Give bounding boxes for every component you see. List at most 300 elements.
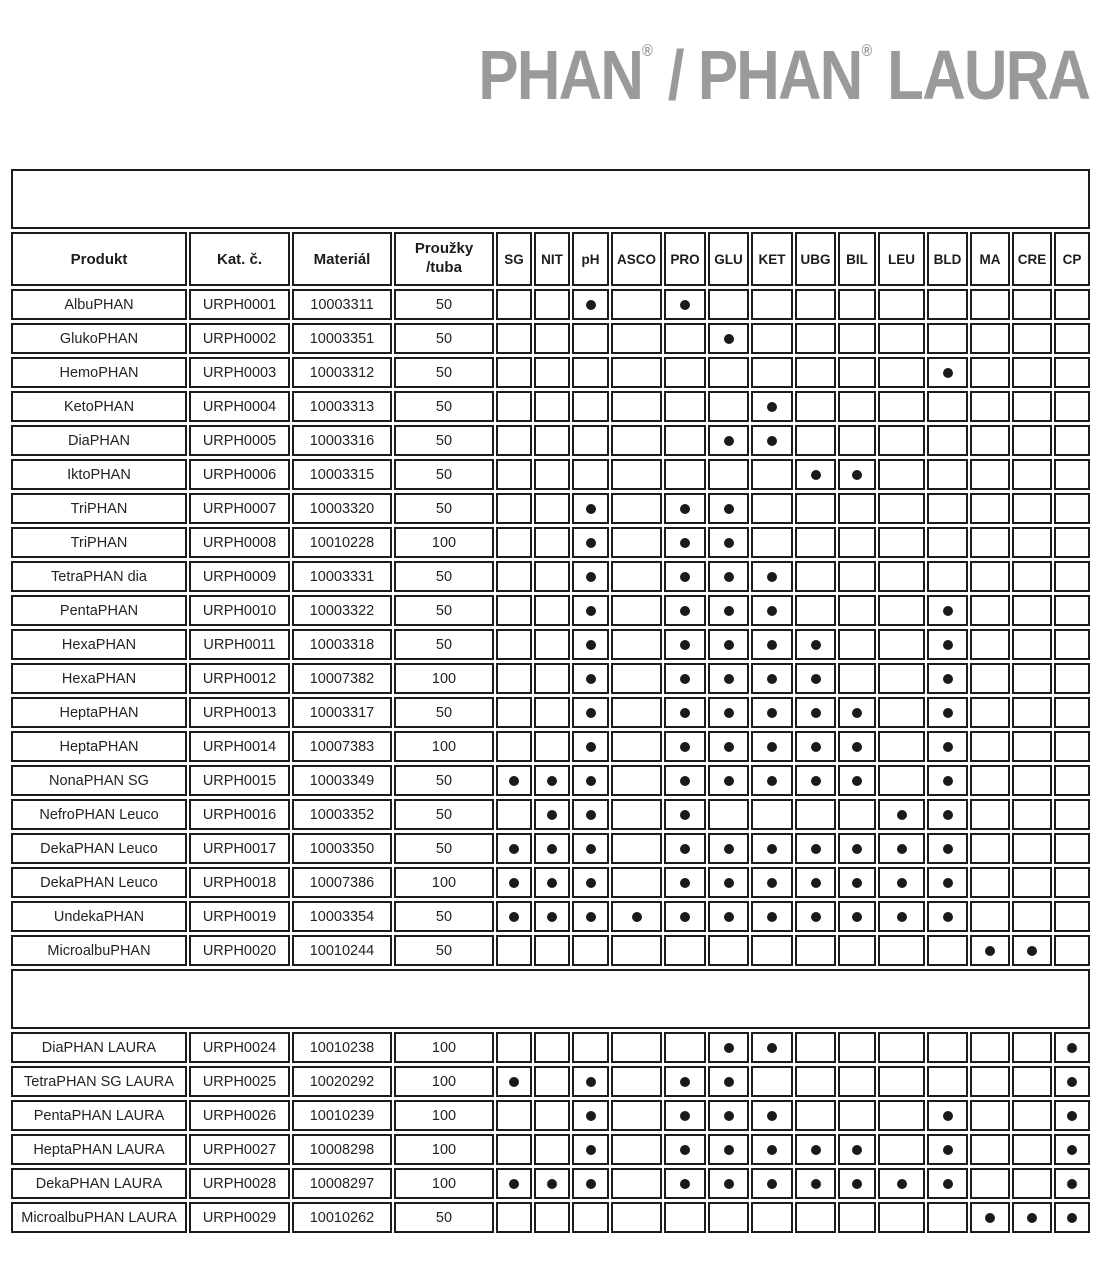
param-cell-sg [496, 289, 532, 320]
param-cell-ma [970, 527, 1010, 558]
param-cell-nit [534, 289, 570, 320]
material-cell: 10003331 [292, 561, 392, 592]
dot-icon [680, 1077, 690, 1087]
param-cell-sg [496, 901, 532, 932]
param-cell-bil [838, 425, 876, 456]
dot-icon [586, 708, 596, 718]
dot-icon [852, 742, 862, 752]
product-cell: DiaPHAN LAURA [11, 1032, 187, 1063]
param-cell-ph [572, 1100, 609, 1131]
dot-icon [509, 1179, 519, 1189]
dot-icon [724, 1145, 734, 1155]
param-cell-glu [708, 561, 749, 592]
param-cell-ubg [795, 1134, 836, 1165]
param-cell-bld [927, 493, 968, 524]
param-cell-leu [878, 629, 925, 660]
dot-icon [811, 878, 821, 888]
param-cell-ph [572, 935, 609, 966]
param-cell-ma [970, 323, 1010, 354]
param-cell-ph [572, 1134, 609, 1165]
dot-icon [547, 844, 557, 854]
param-cell-sg [496, 935, 532, 966]
dot-icon [767, 640, 777, 650]
param-cell-nit [534, 595, 570, 626]
param-cell-ph [572, 357, 609, 388]
param-cell-cre [1012, 697, 1052, 728]
dot-icon [767, 1145, 777, 1155]
dot-icon [724, 504, 734, 514]
param-cell-asco [611, 1032, 662, 1063]
param-cell-bil [838, 1066, 876, 1097]
dot-icon [724, 640, 734, 650]
table-row [11, 765, 1090, 796]
param-cell-cre [1012, 765, 1052, 796]
dot-icon [724, 436, 734, 446]
param-cell-pro [664, 1066, 706, 1097]
dot-icon [943, 1145, 953, 1155]
material-cell: 10008298 [292, 1134, 392, 1165]
param-cell-bil [838, 459, 876, 490]
dot-icon [811, 776, 821, 786]
param-cell-asco [611, 663, 662, 694]
section-header-suffix: LAURA [628, 988, 696, 1009]
column-header-product: Produkt [11, 232, 187, 286]
param-cell-nit [534, 459, 570, 490]
param-cell-ubg [795, 425, 836, 456]
dot-icon [724, 674, 734, 684]
material-cell: 10003320 [292, 493, 392, 524]
param-cell-asco [611, 493, 662, 524]
param-cell-ph [572, 391, 609, 422]
table-row [11, 289, 1090, 320]
dot-icon [767, 844, 777, 854]
registered-trademark-icon: ® [621, 989, 629, 1000]
param-cell-ph [572, 459, 609, 490]
catalog-cell: URPH0018 [189, 867, 290, 898]
count-cell: 50 [394, 901, 494, 932]
param-cell-cre [1012, 425, 1052, 456]
param-cell-cre [1012, 527, 1052, 558]
param-cell-ph [572, 323, 609, 354]
catalog-cell: URPH0012 [189, 663, 290, 694]
param-cell-asco [611, 425, 662, 456]
param-cell-pro [664, 289, 706, 320]
param-cell-ubg [795, 459, 836, 490]
param-cell-sg [496, 867, 532, 898]
param-cell-ma [970, 1202, 1010, 1233]
param-cell-sg [496, 357, 532, 388]
param-cell-bil [838, 867, 876, 898]
param-cell-bld [927, 357, 968, 388]
dot-icon [632, 912, 642, 922]
count-cell: 50 [394, 561, 494, 592]
table-row [11, 391, 1090, 422]
param-cell-ket [751, 1134, 793, 1165]
param-cell-bil [838, 493, 876, 524]
dot-icon [547, 1179, 557, 1189]
catalog-cell: URPH0007 [189, 493, 290, 524]
count-cell: 50 [394, 425, 494, 456]
param-cell-asco [611, 731, 662, 762]
param-cell-cp [1054, 323, 1090, 354]
param-cell-ma [970, 357, 1010, 388]
product-cell: MicroalbuPHAN [11, 935, 187, 966]
column-header-line2: /tuba [426, 259, 462, 276]
param-cell-leu [878, 935, 925, 966]
catalog-cell: URPH0024 [189, 1032, 290, 1063]
param-cell-sg [496, 1202, 532, 1233]
param-cell-ph [572, 731, 609, 762]
param-cell-leu [878, 391, 925, 422]
param-cell-leu [878, 697, 925, 728]
dot-icon [943, 742, 953, 752]
column-header-param-nit: NIT [534, 232, 570, 286]
param-cell-sg [496, 1100, 532, 1131]
param-cell-pro [664, 561, 706, 592]
column-header-row [11, 232, 1090, 286]
param-cell-leu [878, 595, 925, 626]
param-cell-ubg [795, 1168, 836, 1199]
param-cell-ma [970, 697, 1010, 728]
dot-icon [724, 878, 734, 888]
brand-name: PHAN [697, 36, 862, 114]
param-cell-leu [878, 663, 925, 694]
dot-icon [680, 606, 690, 616]
param-cell-leu [878, 459, 925, 490]
product-cell: HexaPHAN [11, 663, 187, 694]
param-cell-nit [534, 765, 570, 796]
dot-icon [767, 674, 777, 684]
column-header-catalog: Kat. č. [189, 232, 290, 286]
count-cell: 50 [394, 493, 494, 524]
column-header-param-pro: PRO [664, 232, 706, 286]
param-cell-cre [1012, 935, 1052, 966]
param-cell-cp [1054, 629, 1090, 660]
table-row [11, 357, 1090, 388]
catalog-cell: URPH0028 [189, 1168, 290, 1199]
material-cell: 10003350 [292, 833, 392, 864]
dot-icon [724, 844, 734, 854]
param-cell-bld [927, 1066, 968, 1097]
param-cell-ubg [795, 357, 836, 388]
param-cell-sg [496, 1032, 532, 1063]
param-cell-nit [534, 935, 570, 966]
param-cell-asco [611, 357, 662, 388]
table-row [11, 867, 1090, 898]
dot-icon [767, 708, 777, 718]
param-cell-nit [534, 629, 570, 660]
param-cell-cp [1054, 357, 1090, 388]
product-cell: TetraPHAN dia [11, 561, 187, 592]
dot-icon [547, 878, 557, 888]
product-cell: HeptaPHAN [11, 697, 187, 728]
param-cell-ph [572, 697, 609, 728]
param-cell-bil [838, 833, 876, 864]
param-cell-ket [751, 425, 793, 456]
product-cell: IktoPHAN [11, 459, 187, 490]
param-cell-leu [878, 1032, 925, 1063]
param-cell-cre [1012, 901, 1052, 932]
catalog-cell: URPH0020 [189, 935, 290, 966]
param-cell-ph [572, 493, 609, 524]
param-cell-nit [534, 1134, 570, 1165]
param-cell-sg [496, 527, 532, 558]
param-cell-cp [1054, 391, 1090, 422]
dot-icon [680, 538, 690, 548]
param-cell-ph [572, 1202, 609, 1233]
section-band-row [11, 169, 1090, 229]
material-cell: 10010228 [292, 527, 392, 558]
param-cell-ubg [795, 697, 836, 728]
material-cell: 10003351 [292, 323, 392, 354]
param-cell-asco [611, 561, 662, 592]
dot-icon [767, 572, 777, 582]
dot-icon [1027, 1213, 1037, 1223]
param-cell-cp [1054, 867, 1090, 898]
table-row [11, 323, 1090, 354]
material-cell: 10010262 [292, 1202, 392, 1233]
param-cell-nit [534, 1032, 570, 1063]
dot-icon [724, 1179, 734, 1189]
param-cell-leu [878, 799, 925, 830]
material-cell: 10010244 [292, 935, 392, 966]
param-cell-cre [1012, 1100, 1052, 1131]
dot-icon [852, 708, 862, 718]
param-cell-ubg [795, 833, 836, 864]
param-cell-sg [496, 663, 532, 694]
param-cell-pro [664, 867, 706, 898]
column-header-material: Materiál [292, 232, 392, 286]
count-cell: 50 [394, 289, 494, 320]
param-cell-ph [572, 867, 609, 898]
section-band-row [11, 969, 1090, 1029]
param-cell-sg [496, 697, 532, 728]
param-cell-ma [970, 765, 1010, 796]
param-cell-asco [611, 1168, 662, 1199]
catalog-cell: URPH0003 [189, 357, 290, 388]
product-cell: AlbuPHAN [11, 289, 187, 320]
param-cell-asco [611, 935, 662, 966]
param-cell-asco [611, 765, 662, 796]
catalog-cell: URPH0011 [189, 629, 290, 660]
param-cell-pro [664, 901, 706, 932]
param-cell-sg [496, 561, 532, 592]
param-cell-cre [1012, 1202, 1052, 1233]
dot-icon [1027, 946, 1037, 956]
param-cell-ubg [795, 799, 836, 830]
product-cell: GlukoPHAN [11, 323, 187, 354]
column-header-param-asco: ASCO [611, 232, 662, 286]
param-cell-bil [838, 629, 876, 660]
count-cell: 50 [394, 799, 494, 830]
param-cell-glu [708, 425, 749, 456]
catalog-cell: URPH0014 [189, 731, 290, 762]
param-cell-pro [664, 765, 706, 796]
dot-icon [680, 810, 690, 820]
param-cell-cre [1012, 799, 1052, 830]
param-cell-cp [1054, 731, 1090, 762]
param-cell-bil [838, 323, 876, 354]
section-header-text: Objektivní proužky PHAN [405, 988, 622, 1009]
param-cell-bld [927, 1100, 968, 1131]
param-cell-glu [708, 459, 749, 490]
param-cell-leu [878, 1100, 925, 1131]
dot-icon [767, 1043, 777, 1053]
param-cell-nit [534, 493, 570, 524]
param-cell-glu [708, 1032, 749, 1063]
dot-icon [852, 878, 862, 888]
param-cell-bil [838, 527, 876, 558]
dot-icon [586, 878, 596, 888]
dot-icon [547, 810, 557, 820]
count-cell: 100 [394, 1066, 494, 1097]
product-cell: PentaPHAN LAURA [11, 1100, 187, 1131]
param-cell-ket [751, 1202, 793, 1233]
param-cell-leu [878, 289, 925, 320]
param-cell-asco [611, 901, 662, 932]
dot-icon [897, 912, 907, 922]
param-cell-glu [708, 1134, 749, 1165]
param-cell-asco [611, 867, 662, 898]
param-cell-asco [611, 629, 662, 660]
param-cell-glu [708, 765, 749, 796]
dot-icon [811, 470, 821, 480]
param-cell-asco [611, 1134, 662, 1165]
dot-icon [985, 1213, 995, 1223]
param-cell-cp [1054, 459, 1090, 490]
param-cell-bil [838, 391, 876, 422]
dot-icon [586, 674, 596, 684]
param-cell-cp [1054, 561, 1090, 592]
dot-icon [852, 1179, 862, 1189]
count-cell: 50 [394, 629, 494, 660]
param-cell-cre [1012, 561, 1052, 592]
param-cell-ma [970, 1168, 1010, 1199]
param-cell-ma [970, 1032, 1010, 1063]
param-cell-asco [611, 289, 662, 320]
catalog-cell: URPH0013 [189, 697, 290, 728]
material-cell: 10020292 [292, 1066, 392, 1097]
param-cell-pro [664, 1168, 706, 1199]
table-row [11, 1168, 1090, 1199]
param-cell-cp [1054, 425, 1090, 456]
param-cell-ph [572, 595, 609, 626]
dot-icon [943, 1111, 953, 1121]
dot-icon [897, 1179, 907, 1189]
param-cell-cre [1012, 867, 1052, 898]
param-cell-ma [970, 425, 1010, 456]
material-cell: 10010239 [292, 1100, 392, 1131]
count-cell: 50 [394, 833, 494, 864]
registered-trademark-icon: ® [861, 41, 872, 61]
page-title [0, 0, 1101, 166]
param-cell-glu [708, 1100, 749, 1131]
material-cell: 10003313 [292, 391, 392, 422]
column-header-line1: Proužky [414, 240, 474, 258]
param-cell-ket [751, 493, 793, 524]
catalog-cell: URPH0017 [189, 833, 290, 864]
dot-icon [680, 504, 690, 514]
param-cell-asco [611, 1100, 662, 1131]
table-row [11, 697, 1090, 728]
param-cell-nit [534, 391, 570, 422]
param-cell-glu [708, 527, 749, 558]
column-header-param-leu: LEU [878, 232, 925, 286]
dot-icon [811, 674, 821, 684]
param-cell-glu [708, 799, 749, 830]
param-cell-bil [838, 1134, 876, 1165]
dot-icon [852, 470, 862, 480]
param-cell-pro [664, 527, 706, 558]
param-cell-asco [611, 697, 662, 728]
param-cell-nit [534, 1100, 570, 1131]
param-cell-cp [1054, 1032, 1090, 1063]
param-cell-glu [708, 1168, 749, 1199]
catalog-cell: URPH0026 [189, 1100, 290, 1131]
catalog-cell: URPH0027 [189, 1134, 290, 1165]
param-cell-nit [534, 527, 570, 558]
param-cell-ket [751, 867, 793, 898]
material-cell: 10003318 [292, 629, 392, 660]
dot-icon [985, 946, 995, 956]
dot-icon [586, 300, 596, 310]
count-cell: 50 [394, 391, 494, 422]
param-cell-ket [751, 697, 793, 728]
param-cell-asco [611, 595, 662, 626]
param-cell-asco [611, 323, 662, 354]
param-cell-cre [1012, 459, 1052, 490]
param-cell-cp [1054, 1134, 1090, 1165]
param-cell-bil [838, 799, 876, 830]
dot-icon [1067, 1111, 1077, 1121]
table-row [11, 731, 1090, 762]
dot-icon [586, 606, 596, 616]
param-cell-bil [838, 595, 876, 626]
param-cell-pro [664, 493, 706, 524]
param-cell-cp [1054, 493, 1090, 524]
param-cell-cre [1012, 1066, 1052, 1097]
param-cell-cp [1054, 799, 1090, 830]
product-cell: NefroPHAN Leuco [11, 799, 187, 830]
param-cell-cp [1054, 595, 1090, 626]
dot-icon [547, 912, 557, 922]
param-cell-ma [970, 595, 1010, 626]
table-row [11, 561, 1090, 592]
param-cell-asco [611, 527, 662, 558]
dot-icon [767, 912, 777, 922]
table-row [11, 663, 1090, 694]
product-table-body [11, 169, 1090, 1233]
title-separator: / [652, 36, 698, 114]
dot-icon [509, 844, 519, 854]
param-cell-glu [708, 289, 749, 320]
param-cell-cp [1054, 935, 1090, 966]
dot-icon [586, 538, 596, 548]
param-cell-bld [927, 833, 968, 864]
param-cell-nit [534, 799, 570, 830]
dot-icon [680, 572, 690, 582]
dot-icon [586, 776, 596, 786]
param-cell-ma [970, 1134, 1010, 1165]
table-row [11, 799, 1090, 830]
param-cell-ph [572, 289, 609, 320]
param-cell-nit [534, 867, 570, 898]
material-cell: 10003311 [292, 289, 392, 320]
count-cell: 100 [394, 527, 494, 558]
param-cell-bil [838, 1168, 876, 1199]
param-cell-nit [534, 323, 570, 354]
param-cell-bld [927, 731, 968, 762]
